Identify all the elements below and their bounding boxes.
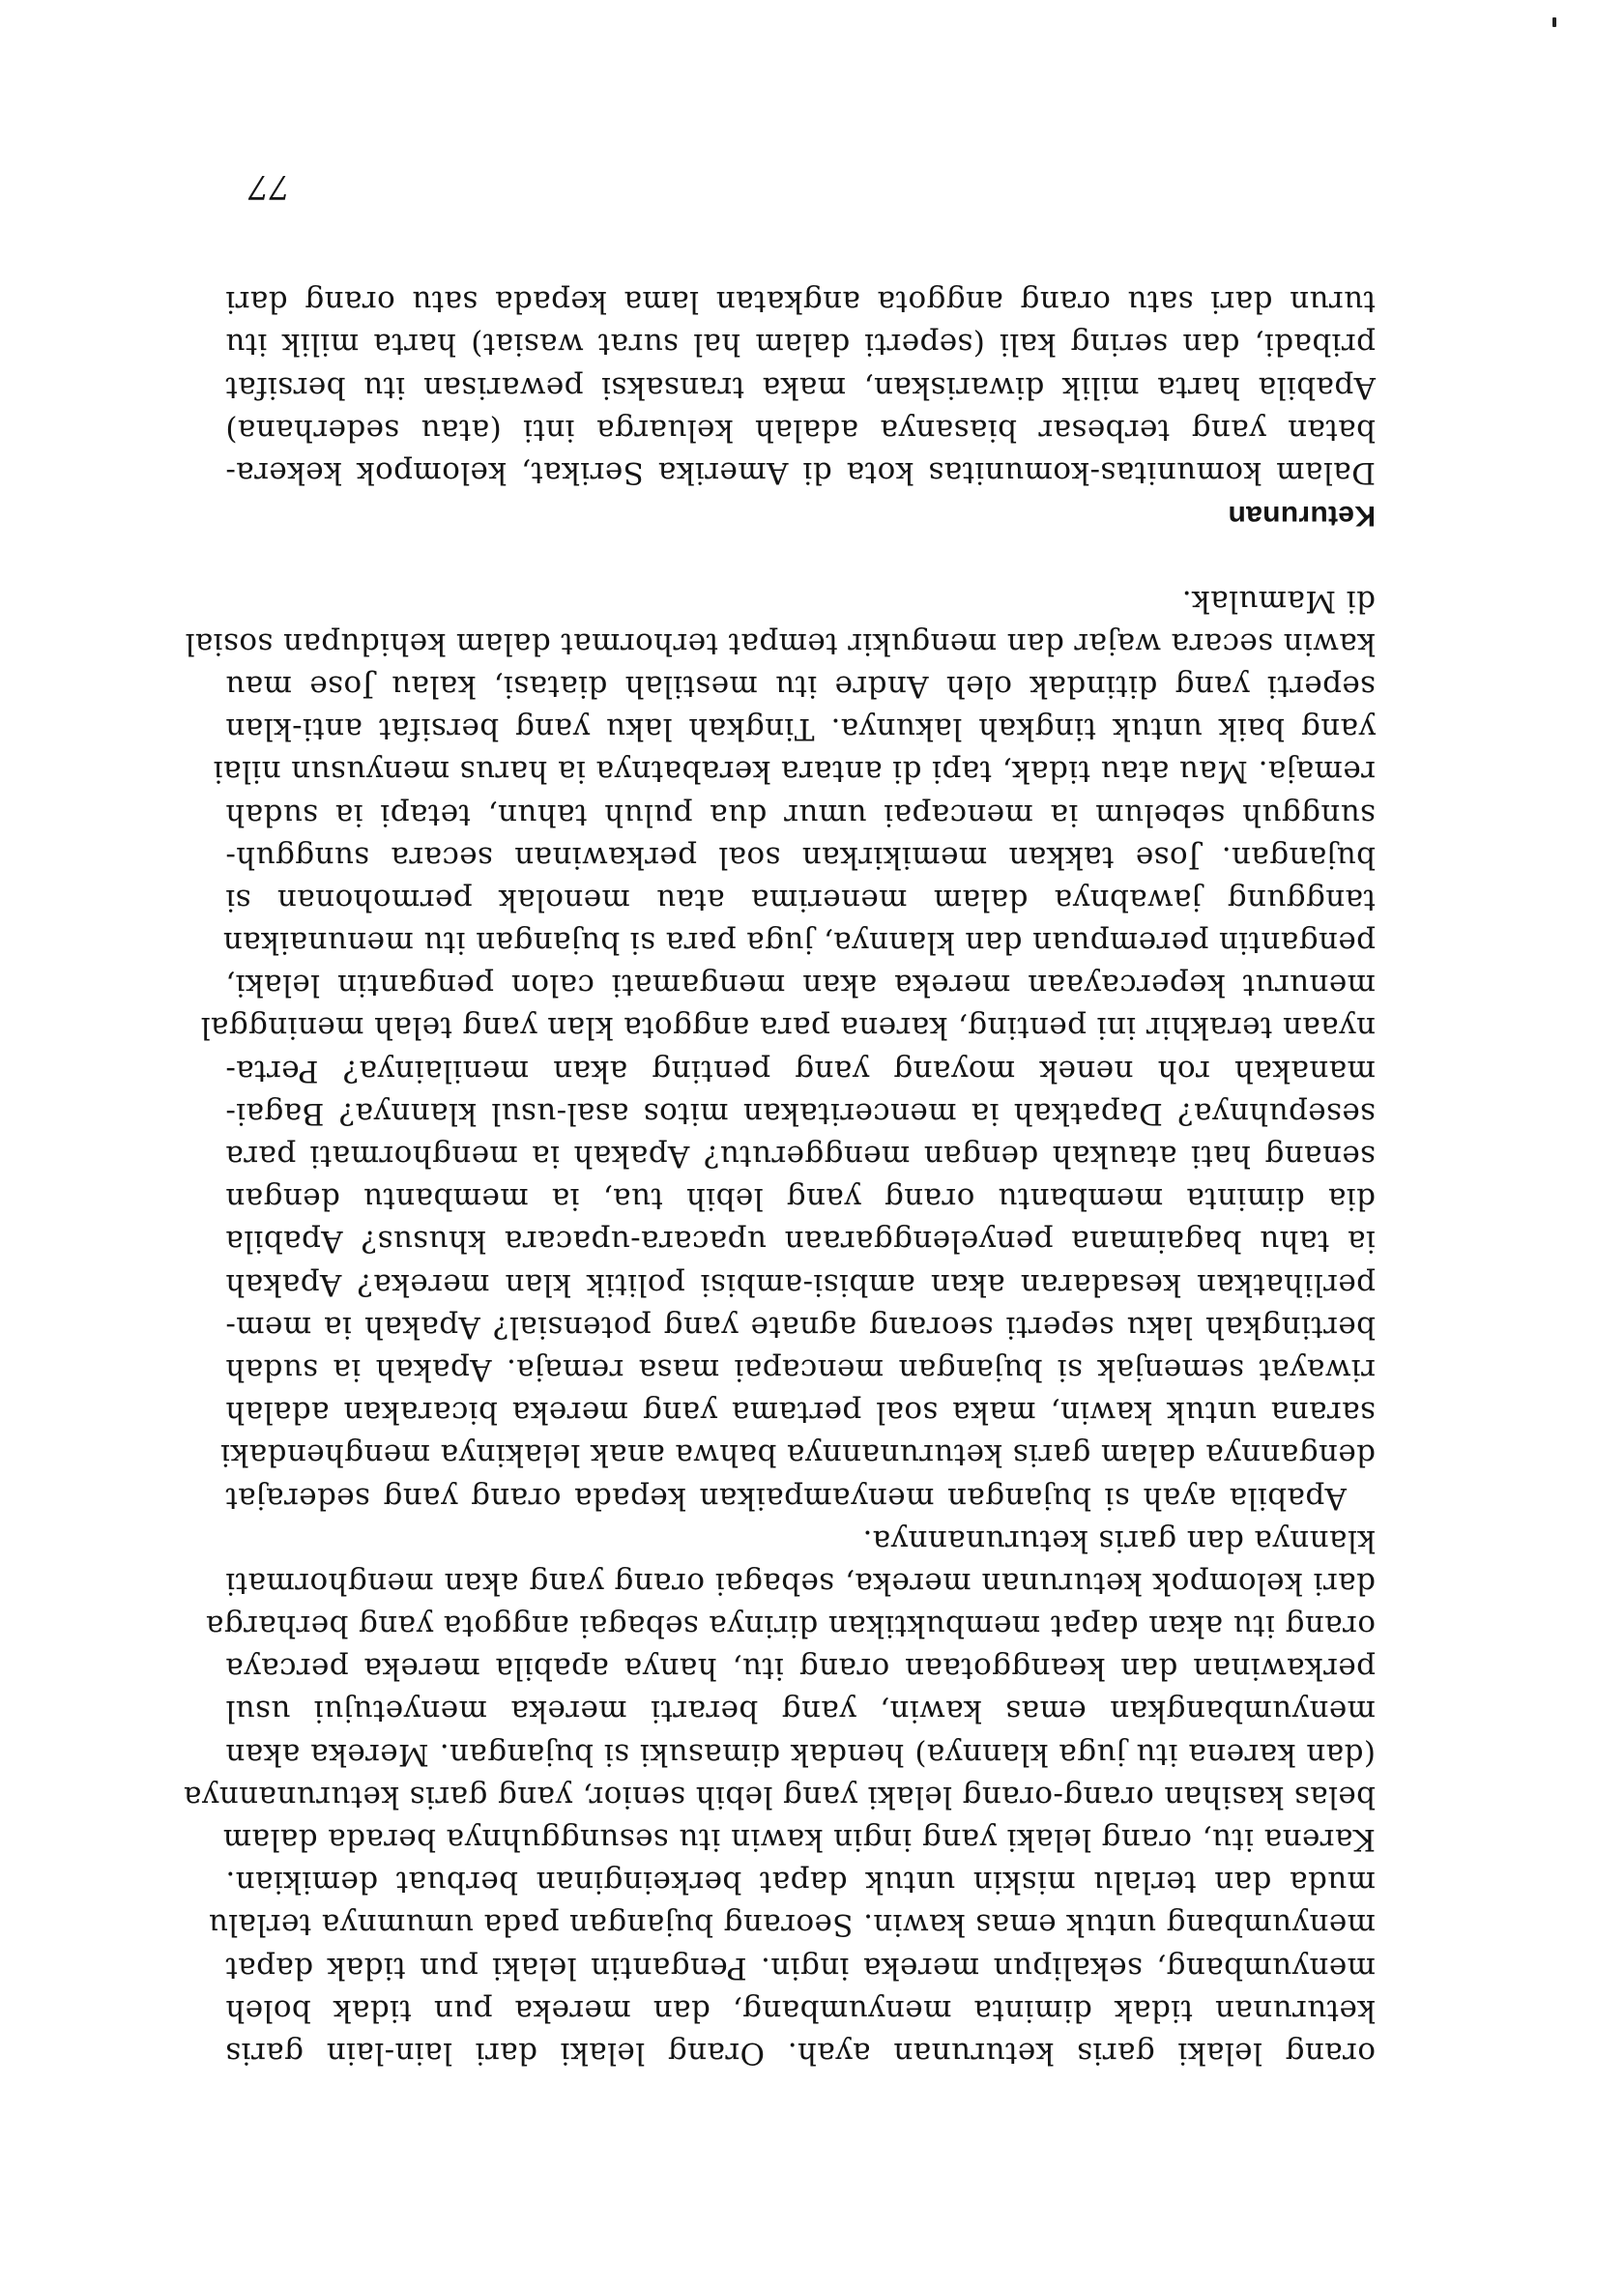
text-line: dia diminta membantu orang yang lebih tua, ia membantu dengan (225, 1181, 1376, 1217)
paragraph-end-line: di Mamulak. (1181, 583, 1376, 619)
text-line: yang baik untuk tingkah lakunya. Tingkah laku yang bersifat anti-klan (225, 711, 1376, 747)
scan-speck (1552, 17, 1556, 27)
text-line: menyumbangkan emas kawin, yang berarti mereka menyetujui usul (225, 1694, 1376, 1729)
section-heading: Keturunan (1228, 500, 1376, 533)
text-line: Apabila harta milik diwariskan, maka transaksi pewarisan itu bersifat (225, 369, 1376, 405)
text-line: Karena itu, orang lelaki yang ingin kawin itu sesungguhnya berada dalam (222, 1822, 1376, 1858)
text-line: sungguh sebelum ia mencapai umur dua puluh tahun, tetapi ia sudah (225, 797, 1376, 832)
text-line: Dalam komunitas-komunitas kota di Amerika Serikat, kelompok kekera- (225, 455, 1376, 491)
text-line: ia tahu bagaimana penyelenggaraan upacara-upacara khusus? Apabila (225, 1224, 1376, 1260)
text-line: manakah roh nenek moyang yang penting akan menilainya? Perta- (225, 1053, 1376, 1088)
text-line: muda dan terlalu miskin untuk dapat berkeinginan berbuat demikian. (225, 1865, 1376, 1900)
text-line: riwayat semenjak si bujangan mencapai masa remaja. Apakah ia sudah (225, 1352, 1376, 1387)
text-line: orang lelaki garis keturunan ayah. Orang lelaki dari lain-lain garis (225, 2036, 1376, 2071)
text-line: (dan karena itu juga klannya) hendak dimasuki si bujangan. Mereka akan (225, 1736, 1376, 1772)
page-number: 77 (247, 167, 290, 206)
text-line: senang hati ataukah dengan menggerutu? Apakah ia menghormati para (225, 1139, 1376, 1174)
text-line: batan yang terbesar biasanya adalah keluarga inti (atau sederhana) (225, 412, 1376, 448)
text-line: kawin secara wajar dan mengukir tempat terhormat dalam kehidupan sosial (185, 625, 1376, 661)
text-line: turun dari satu orang anggota angkatan lama kepada satu orang dari (225, 284, 1376, 320)
text-line: orang itu akan dapat membuktikan dirinya sebagai anggota yang berharga (205, 1608, 1376, 1644)
text-line: menyumbang untuk emas kawin. Seorang bujangan pada umumnya terlalu (208, 1907, 1376, 1943)
text-line: belas kasihan orang-orang lelaki yang lebih senior, yang garis keturunannya (183, 1779, 1376, 1814)
text-line: seperti yang ditindak oleh Andre itu mestilah diatasi, kalau Jose mau (225, 669, 1376, 704)
paragraph-start-line: Apabila ayah si bujangan menyampaikan kepada orang yang sederajat (225, 1480, 1347, 1516)
section-gap (225, 536, 1376, 579)
text-line: menyumbang, sekalipun mereka ingin. Pengantin lelaki pun tidak dapat (225, 1950, 1376, 1985)
text-line: remaja. Mau atau tidak, tapi di antara kerabatnya ia harus menyusun nilai (213, 754, 1376, 790)
text-line: bujangan. Jose takkan memikirkan soal perkawinan secara sungguh- (225, 839, 1376, 875)
text-line: sarana untuk kawin, maka soal pertama yang mereka bicarakan adalah (225, 1395, 1376, 1431)
text-line: tanggung jawabnya dalam menerima atau menolak permohonan si (225, 882, 1376, 917)
text-line: keturunan tidak diminta menyumbang, dan mereka pun tidak boleh (225, 1992, 1376, 2028)
text-line: perkawinan dan keanggotaan orang itu, hanya apabila mereka percaya (225, 1651, 1376, 1687)
text-line: nyaan terakhir ini penting, karena para anggota klan yang telah meninggal (200, 1010, 1376, 1046)
text-line: dengannya dalam garis keturunannya bahwa anak lelakinya menghendaki (219, 1437, 1376, 1473)
text-line: bertingkah laku seperti seorang agnate yang potensial? Apakah ia mem- (225, 1309, 1376, 1345)
text-line: dari kelompok keturunan mereka, sebagai orang yang akan menghormati (225, 1565, 1376, 1601)
text-line: sesepuhnya? Dapatkah ia menceritakan mitos asal-usul klannya? Bagai- (225, 1095, 1376, 1131)
text-line: pengantin perempuan dan klannya, juga para si bujangan itu menunaikan (222, 925, 1376, 961)
text-line: perlihatkan kesadaran akan ambisi-ambisi politik klan mereka? Apakah (225, 1266, 1376, 1302)
text-line: pribadi, dan sering kali (seperti dalam hal surat wasiat) harta milik itu (225, 327, 1376, 362)
text-line: menurut kepercayaan mereka akan mengamati calon pengantin lelaki, (225, 968, 1376, 1003)
body-text (183, 280, 1376, 2074)
paragraph-end-line: klannya dan garis keturunannya. (862, 1522, 1376, 1558)
